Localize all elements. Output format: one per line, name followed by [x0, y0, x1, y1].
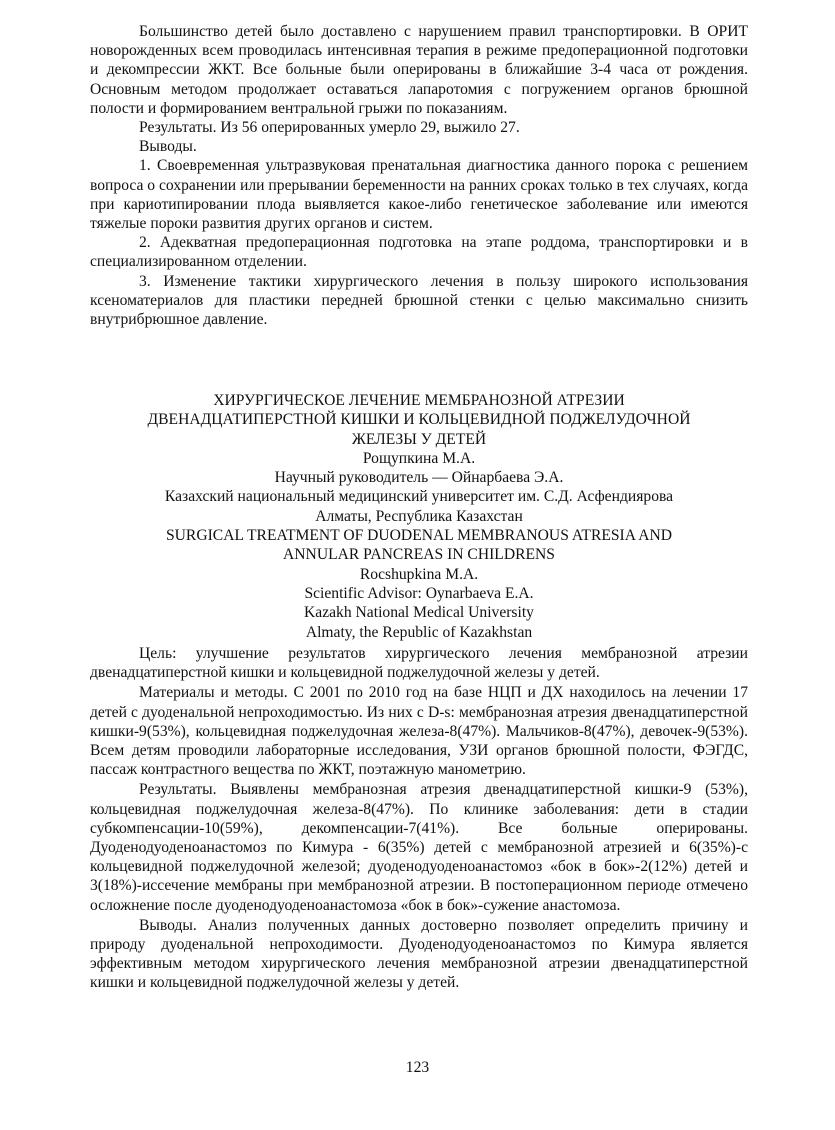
- title-ru-line: ХИРУРГИЧЕСКОЕ ЛЕЧЕНИЕ МЕМБРАНОЗНОЙ АТРЕЗИИ: [213, 392, 625, 409]
- title-ru-line: ДВЕНАДЦАТИПЕРСТНОЙ КИШКИ И КОЛЬЦЕВИДНОЙ ПОДЖЕЛУДОЧНОЙ: [147, 411, 691, 429]
- article-body: [90, 644, 748, 993]
- university-en: Kazakh National Medical University: [304, 604, 534, 622]
- paragraph: 3. Изменение тактики хирургического лечения в пользу широкого использования ксеноматериалов для пластики передней брюшной стенки с целью максимально снизить внутрибрюшное давление.: [90, 272, 748, 329]
- title-ru-line: ЖЕЛЕЗЫ У ДЕТЕЙ: [351, 430, 487, 448]
- title-en-line: SURGICAL TREATMENT OF DUODENAL MEMBRANOUS ATRESIA AND: [166, 527, 672, 545]
- city-en: Almaty, the Republic of Kazakhstan: [305, 623, 533, 641]
- paragraph: 2. Адекватная предоперационная подготовка на этапе роддома, транспортировки и в специализированном отделении.: [90, 234, 748, 271]
- paragraph: Выводы.: [139, 138, 197, 156]
- page-number: 123: [405, 1059, 430, 1076]
- conclusions-paragraph: Выводы. Анализ полученных данных достоверно позволяет определить причину и природу дуоденальной непроходимости. Дуоденодуоденоанастомоз по Кимура является эффективным методом хирургического лечения мембранозной атрезии двенадцатиперстной кишки и кольцевидной поджелудочной железы у детей.: [90, 916, 748, 992]
- previous-article-body: [90, 22, 748, 329]
- author-ru: Рощупкина М.А.: [362, 449, 476, 467]
- university-ru: Казахский национальный медицинский университет им. С.Д. Асфендиярова: [164, 488, 674, 506]
- goal-paragraph: Цель: улучшение результатов хирургического лечения мембранозной атрезии двенадцатиперстной кишки и кольцевидной поджелудочной железы у детей.: [90, 645, 748, 682]
- paragraph: 1. Своевременная ультразвуковая пренатальная диагностика данного порока с решением вопроса о сохранении или прерывании беременности на ранних сроках только в тех случаях, когда при кариотипировании плода выявляется какое-либо генетическое заболевание или имеются тяжелые пороки развития других органов и систем.: [90, 157, 749, 233]
- title-en-line: ANNULAR PANCREAS IN CHILDRENS: [283, 546, 555, 564]
- author-en: Rocshupkina M.A.: [359, 565, 479, 583]
- advisor-ru: Научный руководитель — Ойнарбаева Э.А.: [274, 469, 564, 487]
- methods-paragraph: Материалы и методы. С 2001 по 2010 год на базе НЦП и ДХ находилось на лечении 17 детей с дуоденальной непроходимостью. Из них с D-s: мембранозная атрезия двенадцатиперстной кишки-9(53%), кольцевидная поджелудочная железа-8(47%). Мальчиков-8(47%), девочек-9(53%). Всем детям проводили лабораторные исследования, УЗИ органов брюшной полости, ФЭГДС, пассаж контрастного вещества по ЖКТ, поэтажную манометрию.: [90, 684, 748, 779]
- results-paragraph: Результаты. Выявлены мембранозная атрезия двенадцатиперстной кишки-9 (53%), кольцевидная поджелудочная железа-8(47%). По клинике заболевания: дети в стадии субкомпенсации-10(59%), декомпенсации-7(41%). Все больные оперированы. Дуоденодуоденоанастомоз по Кимура - 6(35%) детей с мембранозной атрезией и 6(35%)-с кольцевидной поджелудочной железой; дуоденодуоденоанастомоз «бок в бок»-2(12%) детей и 3(18%)-иссечение мембраны при мембранозной атрезии. В постоперационном периоде отмечено осложнение после дуоденодуоденоанастомоза «бок в бок»-сужение анастомоза.: [90, 781, 748, 914]
- paragraph: Результаты. Из 56 оперированных умерло 29, выжило 27.: [139, 119, 520, 137]
- article-header: [90, 391, 748, 642]
- advisor-en: Scientific Advisor: Oynarbaeva E.A.: [304, 584, 534, 602]
- paragraph: Большинство детей было доставлено с нарушением правил транспортировки. В ОРИТ новорожденных всем проводилась интенсивная терапия в режиме предоперационной подготовки и декомпрессии ЖКТ. Все больные были оперированы в ближайшие 3-4 часа от рождения. Основным методом продолжает оставаться лапаротомия с погружением органов брюшной полости и формированием вентральной грыжи по показаниям.: [90, 23, 748, 117]
- city-ru: Алматы, Республика Казахстан: [315, 507, 523, 525]
